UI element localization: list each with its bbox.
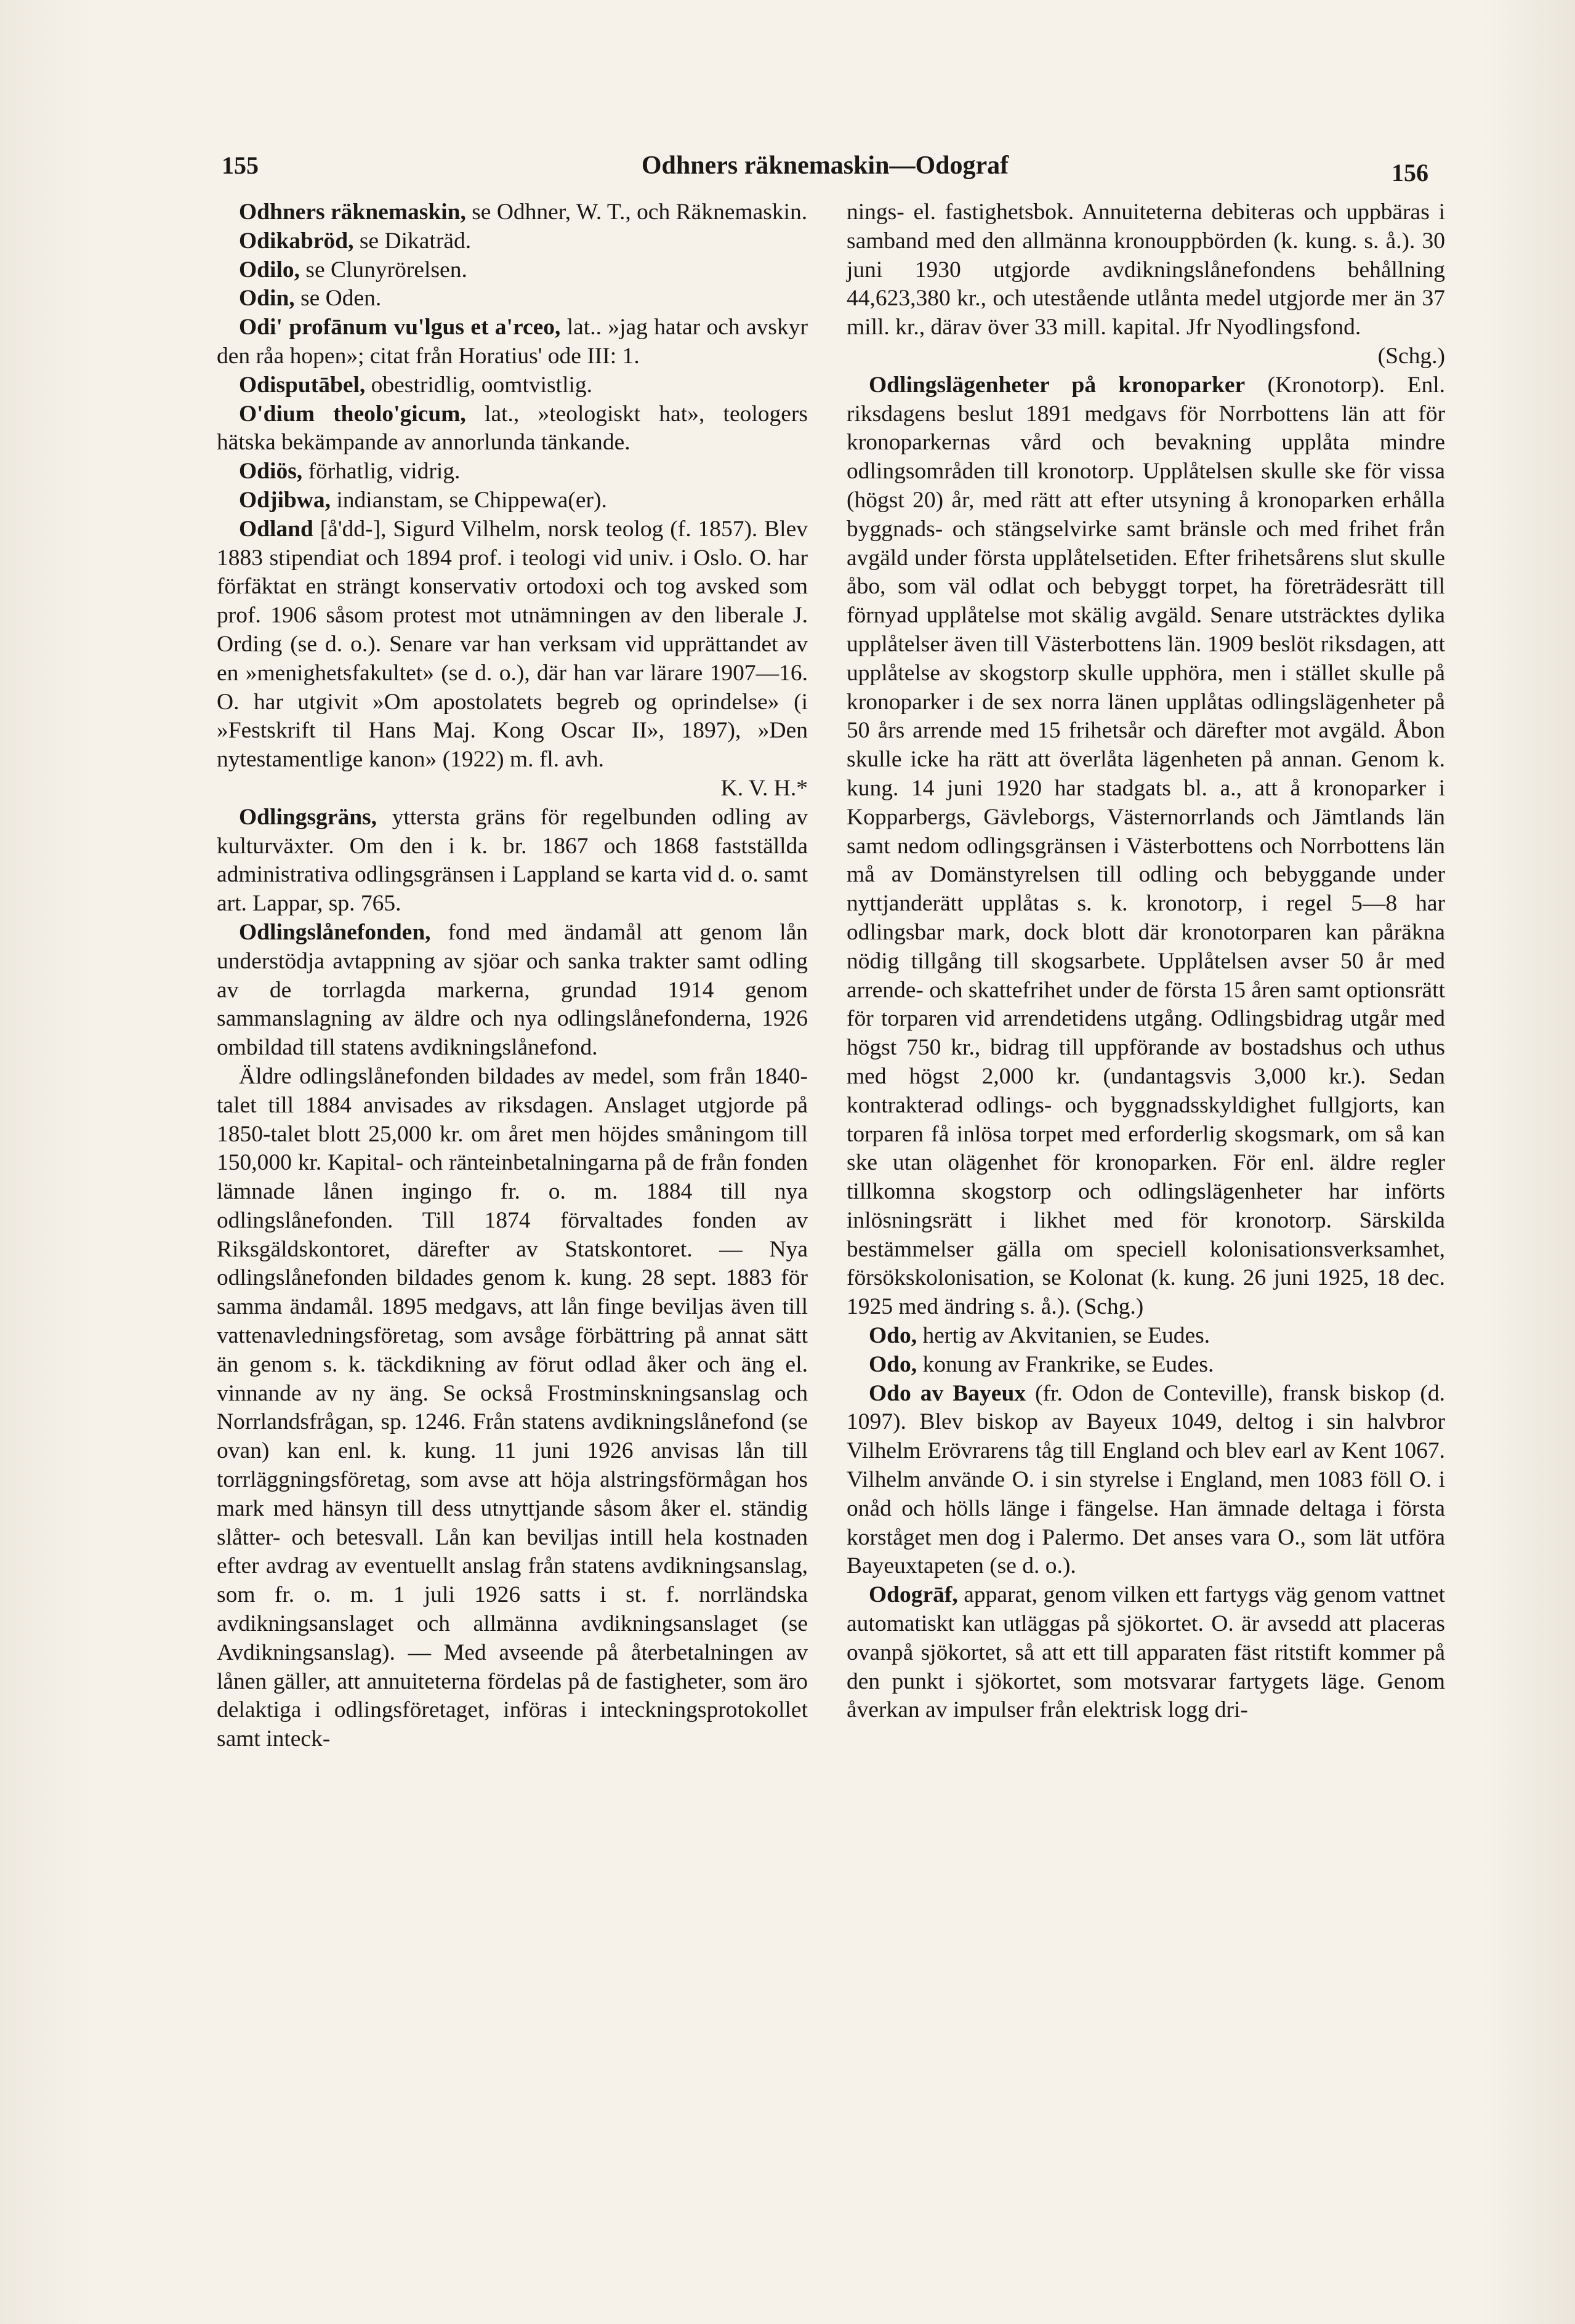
dictionary-entry	[847, 371, 1445, 1322]
entry-text: se Odhner, W. T., och Räknemaskin.	[465, 199, 808, 225]
entry-headword: Odland	[239, 516, 313, 542]
entry-headword: Odilo,	[239, 257, 300, 283]
entry-text: se Clunyrörelsen.	[300, 257, 467, 283]
entry-headword: Odikabröd,	[239, 228, 354, 254]
entry-text: förhatlig, vidrig.	[302, 459, 461, 485]
entry-headword: Odlingslägenheter på kronoparker	[869, 372, 1246, 398]
entry-text: konung av Frankrike, se Eudes.	[917, 1351, 1214, 1377]
dictionary-entry	[217, 256, 808, 285]
dictionary-entry	[217, 515, 808, 803]
entry-headword: Odogrāf,	[869, 1582, 958, 1608]
left-column	[217, 198, 808, 1754]
entry-text: [å'dd-], Sigurd Vilhelm, norsk teolog (f. 1857). Blev 1883 stipendiat och 1894 prof. i teologi vid univ. i Oslo. O. har förfäktat en strängt konservativ ortodoxi och tog avsked som prof. 1906 såsom protest mot utnämningen av den liberale J. Ording (se d. o.). Senare var han verksam vid upprättandet av en »menighetsfakultet» (se d. o.), där han var lärare 1907—16. O. har utgivit »Om apostolatets begreb og oprindelse» (i »Festskrift til Hans Maj. Kong Oscar II», 1897), »Den nytestamentlige kanon» (1922) m. fl. avh.	[217, 516, 808, 773]
entry-text: (Kronotorp). Enl. riksdagens beslut 1891 medgavs för Norrbottens län att för kronoparkernas vård och bevakning upplåta mindre odlingsområden till kronotorp. Upplåtelsen skulle ske för vissa (högst 20) år, med rätt att efter utsyning å kronoparken erhålla byggnads- och stängselvirke samt bränsle och med frihet från avgäld under första upplåtelsetiden. Efter frihetsårens slut skulle åbo, som väl odlat och bebyggt torpet, ha företrädesrätt till förnyad upplåtelse mot skälig avgäld. Senare utsträcktes dylika upplåtelser även till Västerbottens län. 1909 beslöt riksdagen, att upplåtelse av skogstorp skulle upphöra, men i stället skulle på kronoparker i de sex norra länen upplåtas odlingslägenheter på 50 års arrende med 15 frihetsår och därefter mot avgäld. Åbon skulle icke ha rätt att överlåta lägenheten på annan. Genom k. kung. 14 juni 1920 har stadgats bl. a., att å kronoparker i Kopparbergs, Gävleborgs, Västernorrlands och Jämtlands län samt nedom odlingsgränsen i Västerbottens och Norrbottens län må av Domänstyrelsen till odling och bebyggande under nyttjanderätt upplåtas s. k. kronotorp, i regel 5—8 har odlingsbar mark, dock blott där kronotorparen kan påräkna nödig tillgång till skogsarbete. Upplåtelsen avser 50 år med arrende- och skattefrihet under de första 15 åren samt optionsrätt för torparen vid arrendetidens utgång. Odlingsbidrag utgår med högst 750 kr., bidrag till uppförande av bostadshus och uthus med högst 2,000 kr. (undantagsvis 3,000 kr.). Sedan kontrakterad odlings- och byggnadsskyldighet fullgjorts, kan torparen få inlösa torpet med erforderlig skogsmark, om så kan ske utan olägenhet för kronoparken. För enl. äldre regler tillkomna skogstorp och odlingslägenheter har införts inlösningsrätt i likhet med för kronotorp. Särskilda bestämmelser gälla om speciell kolonisationsverksamhet, försökskolonisation, se Kolonat (k. kung. 26 juni 1925, 18 dec. 1925 med ändring s. å.). (Schg.)	[847, 372, 1445, 1320]
running-title: Odhners räknemaskin—Odograf	[641, 151, 1009, 180]
dictionary-entry	[217, 400, 808, 458]
dictionary-entry	[217, 313, 808, 371]
entry-text: apparat, genom vilken ett fartygs väg genom vattnet automatiskt kan utläggas på sjökortet. O. är avsedd att placeras ovanpå sjökortet, så att ett till apparaten fäst ritstift kommer på den punkt i sjökortet, som motsvarar fartygets läge. Genom åverkan av impulser från elektrisk logg dri-	[847, 1582, 1445, 1723]
dictionary-entry	[217, 803, 808, 919]
author-signature: (Schg.)	[1377, 343, 1445, 369]
dictionary-entry	[847, 1322, 1445, 1351]
page-number-left: 155	[222, 151, 259, 179]
entry-text: hertig av Akvitanien, se Eudes.	[917, 1323, 1210, 1349]
entry-headword: Odo,	[869, 1351, 917, 1377]
dictionary-entry	[217, 457, 808, 486]
entry-text: se Dikaträd.	[353, 228, 472, 254]
entry-text: (fr. Odon de Conteville), fransk biskop (d. 1097). Blev biskop av Bayeux 1049, deltog i sin halvbror Vilhelm Erövrarens tåg till England och blev earl av Kent 1067. Vilhelm använde O. i sin styrelse i England, men 1083 föll O. i onåd och hölls länge i fängelse. Han ämnade deltaga i första korståget men dog i Palermo. Det anses vara O., som lät utföra Bayeuxtapeten (se d. o.).	[847, 1380, 1445, 1579]
entry-headword: Odo av Bayeux	[869, 1380, 1026, 1406]
dictionary-entry	[847, 1581, 1445, 1725]
entry-headword: Odo,	[869, 1323, 917, 1349]
entry-headword: Odisputābel,	[239, 372, 366, 398]
dictionary-entry	[217, 227, 808, 256]
entry-headword: Odhners räknemaskin,	[239, 199, 466, 225]
dictionary-entry	[217, 919, 808, 1063]
dictionary-entry	[217, 371, 808, 400]
author-signature: K. V. H.*	[720, 775, 808, 801]
entry-text: fond med ändamål att genom lån understödja avtappning av sjöar och sanka trakter samt odling av de torrlagda markerna, grundad 1914 genom sammanslagning av äldre och nya odlingslånefonderna, 1926 ombildad till statens avdikningslånefond.	[217, 919, 808, 1061]
dictionary-entry	[217, 1063, 808, 1754]
dictionary-entry	[847, 1351, 1445, 1380]
page-header	[222, 151, 1428, 194]
dictionary-entry	[217, 284, 808, 313]
entry-headword: Odjibwa,	[239, 487, 331, 513]
dictionary-entry	[217, 198, 808, 227]
entry-text: lat., »teologiskt hat», teologers hätska bekämpande av annorlunda tänkande.	[217, 401, 808, 456]
dictionary-entry	[217, 486, 808, 515]
entry-text: nings- el. fastighetsbok. Annuiteterna debiteras och uppbäras i samband med den allmänna kronouppbörden (k. kung. s. å.). 30 juni 1930 utgjorde avdikningslånefondens behållning 44,623,380 kr., och utestående utlånta medel utgjorde mer än 37 mill. kr., därav över 33 mill. kapital. Jfr Nyodlingsfond.	[847, 199, 1445, 340]
entry-headword: Odlingsgräns,	[239, 804, 377, 830]
entry-headword: O'dium theolo'gicum,	[239, 401, 466, 427]
entry-headword: Odin,	[239, 286, 295, 312]
right-column	[847, 198, 1445, 1725]
entry-text: obestridlig, oomtvistlig.	[365, 372, 593, 398]
entry-headword: Odlingslånefonden,	[239, 919, 431, 945]
entry-text: indianstam, se Chippewa(er).	[331, 487, 607, 513]
entry-text: Äldre odlingslånefonden bildades av medel, som från 1840-talet till 1884 anvisades av riksdagen. Anslaget utgjorde på 1850-talet blott 25,000 kr. om året men höjdes småningom till 150,000 kr. Kapital- och ränteinbetalningarna på de från fonden lämnade lånen ingingo fr. o. m. 1884 till nya odlingslånefonden. Till 1874 förvaltades fonden av Riksgäldskontoret, därefter av Statskontoret. — Nya odlingslånefonden bildades genom k. kung. 28 sept. 1883 för samma ändamål. 1895 medgavs, att lån finge beviljas även till vattenavledningsföretag, som avsåge förbättring på annat sätt än genom s. k. täckdikning av förut odlad åker och äng el. vinnande av ny äng. Se också Frostminskningsanslag och Norrlandsfrågan, sp. 1246. Från statens avdikningslånefond (se ovan) kan enl. k. kung. 11 juni 1926 anvisas lån till torrläggningsföretag, som avse att höja alstringsförmågan hos mark med hänsyn till dess utnyttjande såsom åker el. ständig slåtter- och betesvall. Lån kan beviljas intill hela kostnaden efter avdrag av eventuellt anslag från statens avdikningsanslag, som fr. o. m. 1 juli 1926 satts i st. f. norrländska avdikningsanslaget och allmänna avdikningsanslaget (se Avdikningsanslag). — Med avseende på återbetalningen av lånen gäller, att annuiteterna fördelas på de fastigheter, som äro delaktiga i odlingsföretaget, införas i inteckningsprotokollet samt inteck-	[217, 1063, 808, 1752]
page-number-right: 156	[1392, 159, 1428, 187]
dictionary-entry	[847, 1380, 1445, 1582]
entry-headword: Odiös,	[239, 459, 303, 485]
entry-text: se Oden.	[294, 286, 382, 312]
entry-text: yttersta gräns för regelbunden odling av kulturväxter. Om den i k. br. 1867 och 1868 fastställda administrativa odlingsgränsen i Lappland se karta vid d. o. samt art. Lappar, sp. 765.	[217, 804, 808, 917]
entry-headword: Odi' profānum vu'lgus et a'rceo,	[239, 315, 561, 340]
dictionary-entry	[847, 198, 1445, 371]
entry-text: lat.. »jag hatar och avskyr den råa hopen»; citat från Horatius' ode III: 1.	[217, 315, 808, 369]
